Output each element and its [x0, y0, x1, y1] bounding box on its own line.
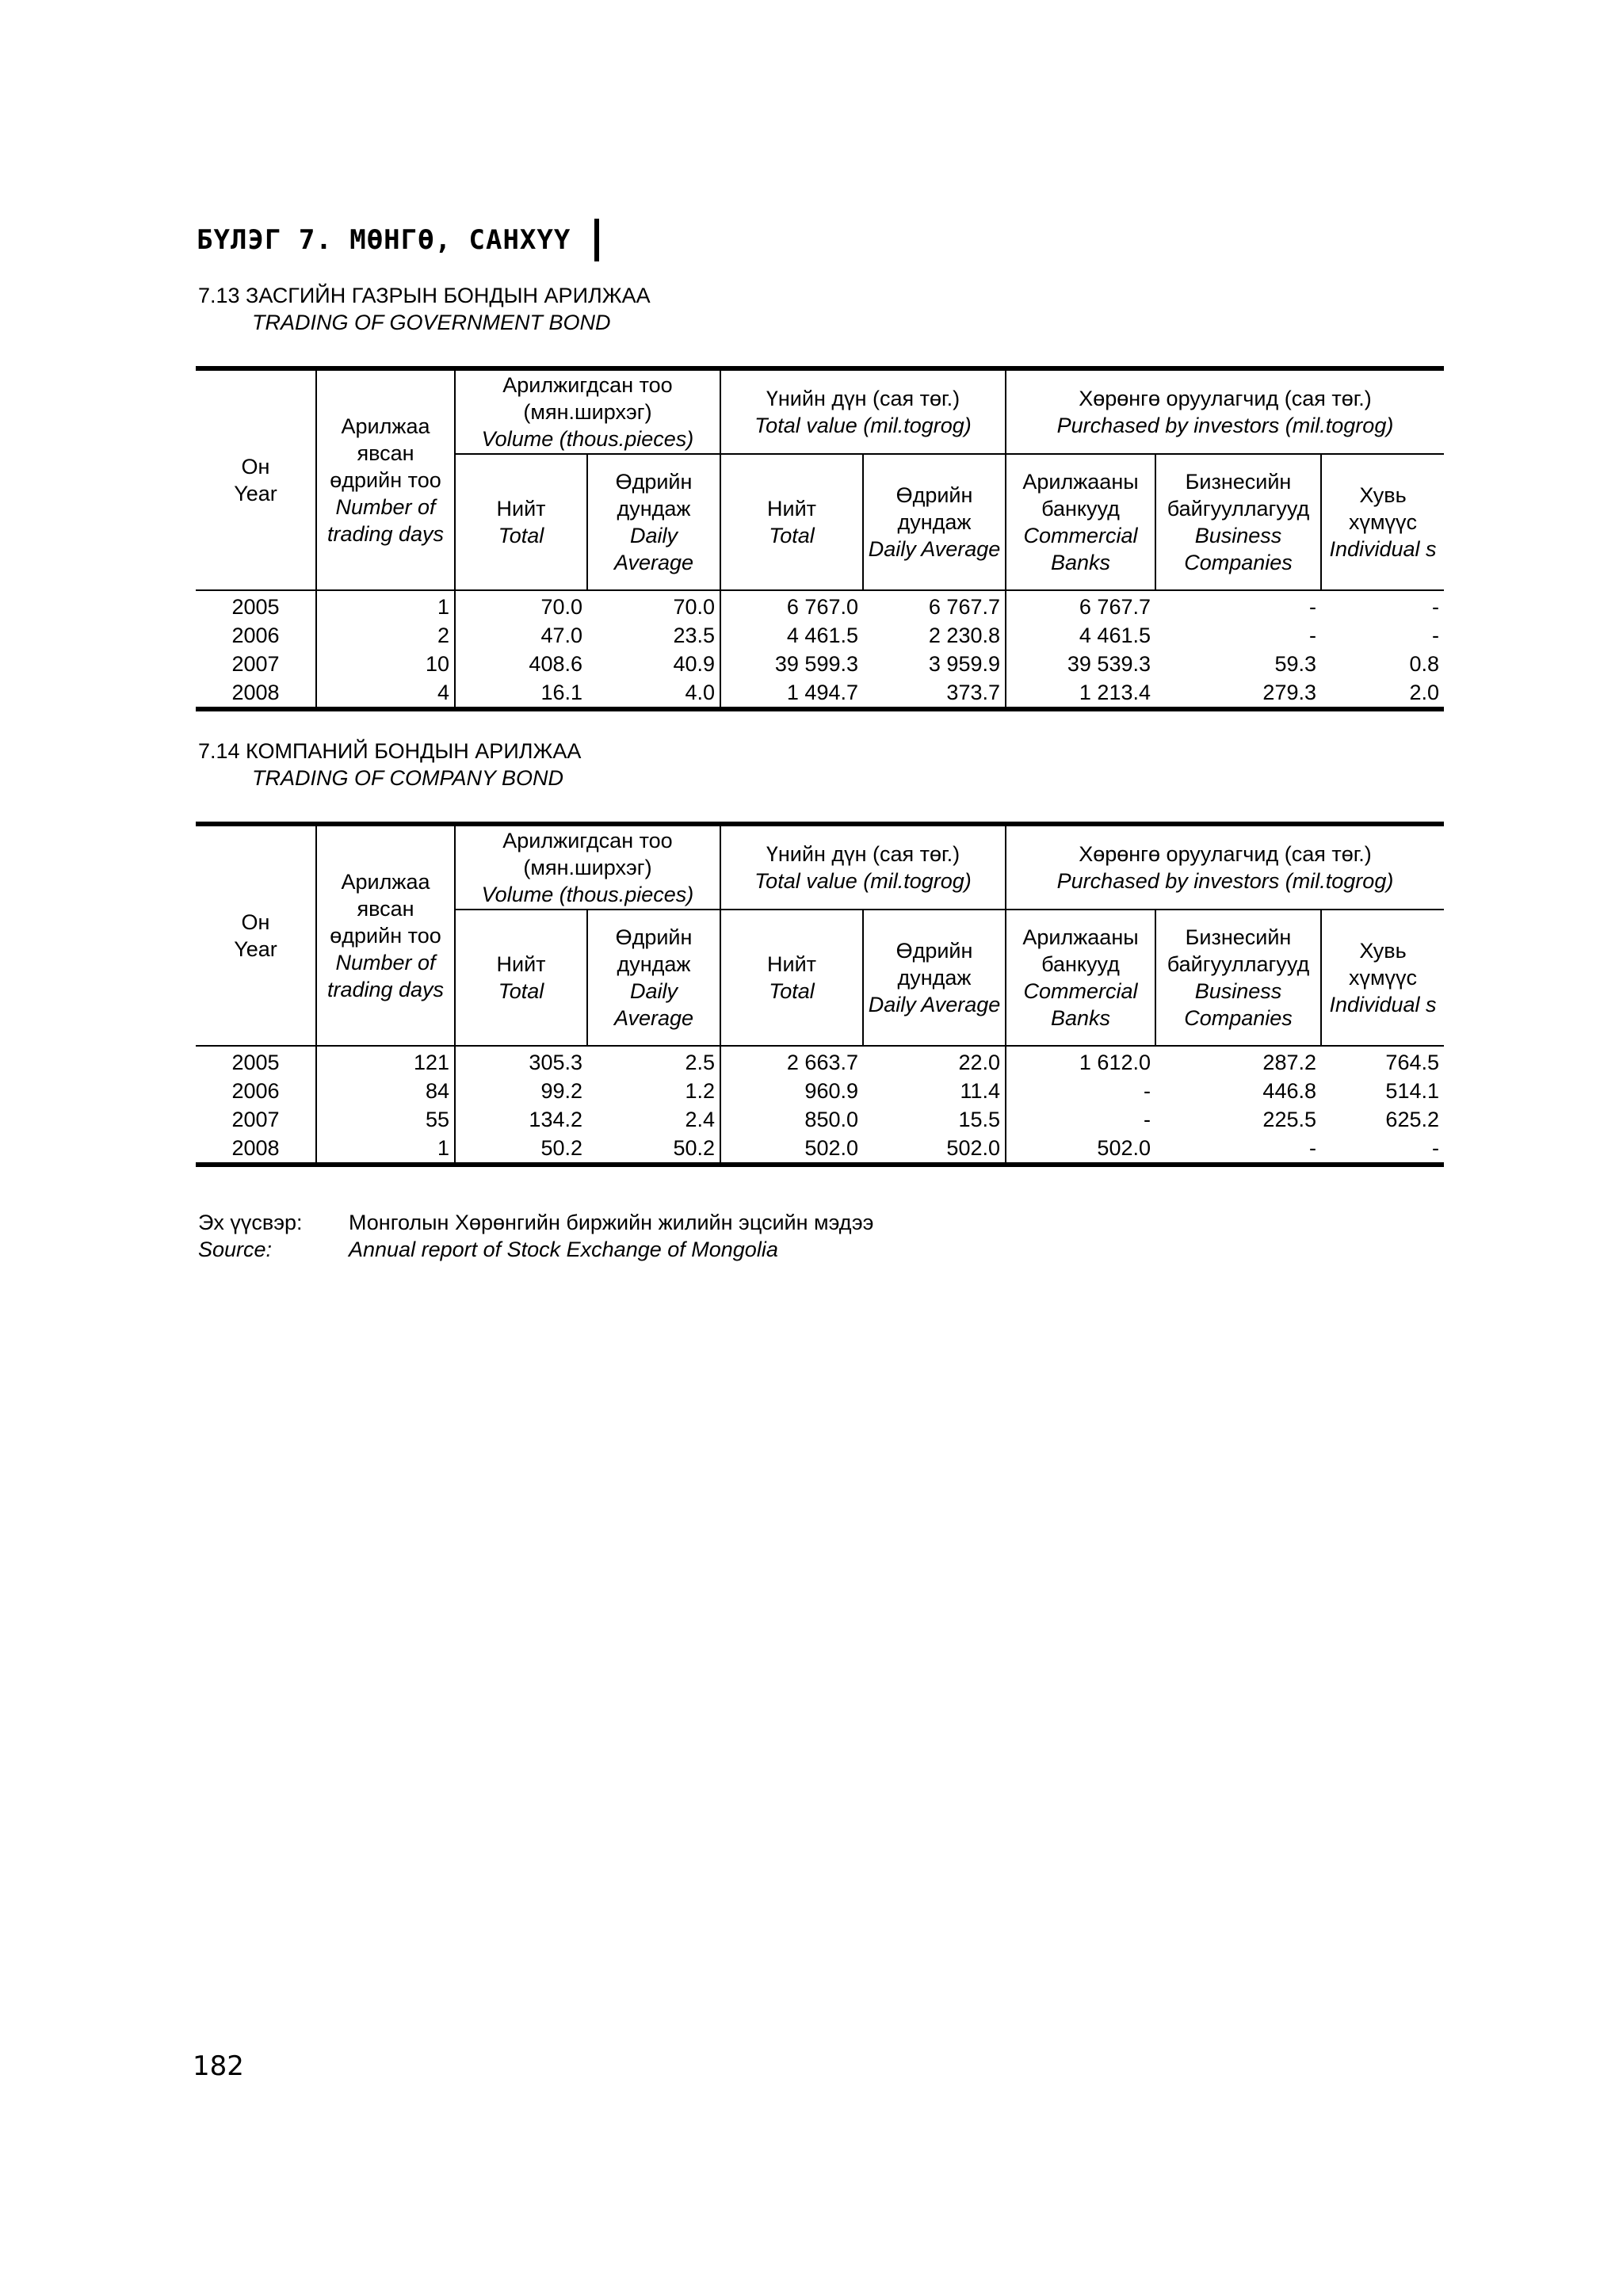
table-cell: - [1432, 595, 1439, 619]
table-cell: 408.6 [455, 650, 587, 678]
investors-header: Хөрөнгө оруулагчид (сая төг.) Purchased by investors (mil.togrog) [1006, 368, 1444, 454]
trading-days-header: Арилжаа явсан өдрийн тоо Number of trading days [316, 824, 455, 1046]
table2-caption [198, 738, 581, 791]
table-cell: - [1432, 624, 1439, 647]
table-cell: 502.0 [1006, 1134, 1155, 1165]
table-cell: 134.2 [455, 1105, 587, 1134]
source-note [198, 1209, 873, 1263]
table-cell: 23.5 [673, 624, 715, 647]
table-cell: 279.3 [1155, 678, 1321, 709]
table-cell: 514.1 [1385, 1079, 1439, 1103]
table-cell: - [1309, 595, 1316, 619]
page-number: 182 [193, 2050, 244, 2082]
value-daily-average-header: Өдрийн дундаж Daily Average [863, 454, 1006, 590]
table-cell: 70.0 [673, 595, 715, 619]
table-cell: 2.0 [1321, 678, 1444, 709]
chapter-heading [197, 219, 599, 261]
table-cell: - [1006, 1077, 1155, 1105]
table-cell: 1 [316, 590, 455, 621]
table-cell: 2005 [231, 1051, 280, 1074]
table-cell: 50.2 [455, 1134, 587, 1165]
table-cell: 960.9 [720, 1077, 863, 1105]
table-row [196, 1046, 1444, 1077]
value-total-header: Нийт Total [720, 910, 863, 1046]
source-label-en: Source: [198, 1238, 273, 1261]
table-cell: 59.3 [1274, 652, 1316, 676]
table-cell: 446.8 [1262, 1079, 1316, 1103]
table-cell: 625.2 [1385, 1108, 1439, 1131]
business-companies-header: Бизнесийн байгууллагууд Business Companies [1155, 910, 1321, 1046]
table-cell: 2005 [231, 595, 280, 619]
table-cell: 4 461.5 [720, 621, 863, 650]
table-cell: 2 230.8 [928, 624, 1000, 647]
individuals-header: Хувь хүмүүс Individual s [1321, 910, 1444, 1046]
table-cell: 2008 [196, 1134, 316, 1165]
table-cell: 2007 [231, 1108, 280, 1131]
table2-title-mn: 7.14 КОМПАНИЙ БОНДЫН АРИЛЖАА [198, 739, 582, 763]
table-row [196, 590, 1444, 621]
table-cell: 70.0 [455, 590, 587, 621]
table-cell: 1 [316, 1134, 455, 1165]
volume-total-header: Нийт Total [455, 910, 587, 1046]
table-cell: 2006 [231, 624, 280, 647]
chapter-title: БҮЛЭГ 7. МӨНГӨ, САНХҮҮ [197, 224, 571, 256]
table-cell: 22.0 [958, 1051, 1000, 1074]
table-cell: 10 [316, 650, 455, 678]
commercial-banks-header: Арилжааны банкууд Commercial Banks [1006, 910, 1155, 1046]
table-cell: 50.2 [587, 1134, 720, 1165]
government-bond-table [196, 366, 1444, 711]
commercial-banks-header: Арилжааны банкууд Commercial Banks [1006, 454, 1155, 590]
table-cell: 6 767.7 [928, 595, 1000, 619]
source-text-en: Annual report of Stock Exchange of Mongolia [349, 1238, 778, 1261]
total-value-header: Үнийн дүн (сая төг.) Total value (mil.togrog) [720, 824, 1006, 910]
table-cell: - [1321, 1134, 1444, 1165]
table-cell: - [1309, 624, 1316, 647]
table-cell: 2008 [196, 678, 316, 709]
table-cell: 39 599.3 [720, 650, 863, 678]
table-cell: 11.4 [960, 1079, 1000, 1103]
table-cell: 2 [316, 621, 455, 650]
table-row [196, 621, 1444, 650]
table-cell: 1 494.7 [720, 678, 863, 709]
table-cell: 225.5 [1262, 1108, 1316, 1131]
table-cell: 4 461.5 [1006, 621, 1155, 650]
table-cell: 15.5 [958, 1108, 1000, 1131]
table-cell: 99.2 [455, 1077, 587, 1105]
value-daily-average-header: Өдрийн дундаж Daily Average [863, 910, 1006, 1046]
table-cell: 84 [316, 1077, 455, 1105]
chapter-divider [594, 219, 599, 261]
investors-header: Хөрөнгө оруулагчид (сая төг.) Purchased by investors (mil.togrog) [1006, 824, 1444, 910]
individuals-header: Хувь хүмүүс Individual s [1321, 454, 1444, 590]
table-cell: 502.0 [863, 1134, 1006, 1165]
total-value-header: Үнийн дүн (сая төг.) Total value (mil.togrog) [720, 368, 1006, 454]
table-cell: 2.4 [685, 1108, 715, 1131]
table-row [196, 1077, 1444, 1105]
table1-caption [198, 282, 651, 336]
table-cell: 1 612.0 [1006, 1046, 1155, 1077]
source-text-mn: Монголын Хөрөнгийн биржийн жилийн эцсийн мэдээ [349, 1211, 874, 1234]
table-cell: - [1155, 1134, 1321, 1165]
table-cell: 850.0 [720, 1105, 863, 1134]
volume-total-header: Нийт Total [455, 454, 587, 590]
table-row [196, 1105, 1444, 1134]
table-cell: 4.0 [587, 678, 720, 709]
trading-days-header: Арилжаа явсан өдрийн тоо Number of trading days [316, 368, 455, 590]
company-bond-table [196, 822, 1444, 1167]
table-cell: 2007 [231, 652, 280, 676]
table-cell: 55 [316, 1105, 455, 1134]
table-cell: 2.5 [685, 1051, 715, 1074]
table1-title-en: TRADING OF GOVERNMENT BOND [252, 311, 611, 334]
table-row [196, 1134, 1444, 1165]
table2-title-en: TRADING OF COMPANY BOND [252, 766, 564, 790]
volume-daily-average-header: Өдрийн дундаж Daily Average [587, 910, 720, 1046]
value-total-header: Нийт Total [720, 454, 863, 590]
table-row [196, 650, 1444, 678]
table-cell: 0.8 [1409, 652, 1439, 676]
volume-daily-average-header: Өдрийн дундаж Daily Average [587, 454, 720, 590]
table1-title-mn: 7.13 ЗАСГИЙН ГАЗРЫН БОНДЫН АРИЛЖАА [198, 284, 651, 307]
business-companies-header: Бизнесийн байгууллагууд Business Companies [1155, 454, 1321, 590]
table-cell: - [1006, 1105, 1155, 1134]
table-cell: 6 767.7 [1006, 590, 1155, 621]
table-cell: 40.9 [673, 652, 715, 676]
table-cell: 2 663.7 [720, 1046, 863, 1077]
table-cell: 764.5 [1385, 1051, 1439, 1074]
year-header: Он Year [196, 824, 316, 1046]
table-cell: 287.2 [1262, 1051, 1316, 1074]
volume-header: Арилжигдсан тоо (мян.ширхэг) Volume (thous.pieces) [455, 824, 720, 910]
volume-header: Арилжигдсан тоо (мян.ширхэг) Volume (thous.pieces) [455, 368, 720, 454]
table-cell: 373.7 [863, 678, 1006, 709]
source-label-mn: Эх үүсвэр: [198, 1211, 303, 1234]
table-cell: 2006 [231, 1079, 280, 1103]
table-cell: 47.0 [455, 621, 587, 650]
table-cell: 3 959.9 [928, 652, 1000, 676]
table-cell: 1.2 [685, 1079, 715, 1103]
table-cell: 1 213.4 [1006, 678, 1155, 709]
table-cell: 121 [316, 1046, 455, 1077]
year-header: Он Year [196, 368, 316, 590]
table-row [196, 678, 1444, 709]
table-cell: 6 767.0 [720, 590, 863, 621]
table-cell: 305.3 [455, 1046, 587, 1077]
table-cell: 16.1 [455, 678, 587, 709]
table-cell: 502.0 [720, 1134, 863, 1165]
table-cell: 39 539.3 [1006, 650, 1155, 678]
table-cell: 4 [316, 678, 455, 709]
